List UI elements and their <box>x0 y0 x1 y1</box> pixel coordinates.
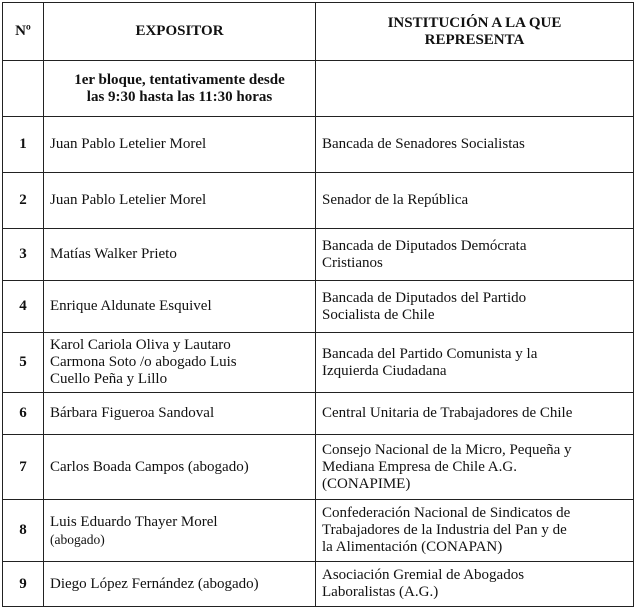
expositor-line: Juan Pablo Letelier Morel <box>50 192 207 208</box>
bloque-row <box>3 61 634 117</box>
header-num: Nº <box>3 3 44 61</box>
institucion-line: (CONAPIME) <box>322 475 411 492</box>
institucion-cell <box>316 281 634 333</box>
bloque-inst-cell <box>316 61 634 117</box>
expositor-cell <box>44 500 316 562</box>
expositor-line: Matías Walker Prieto <box>50 246 177 262</box>
institucion-line: Trabajadores de la Industria del Pan y de <box>322 522 567 538</box>
institucion-line: Bancada del Partido Comunista y la <box>322 345 538 362</box>
expositor-cell <box>44 435 316 500</box>
table-row <box>3 333 634 393</box>
institucion-line: Laboralistas (A.G.) <box>322 584 439 600</box>
expositor-cell <box>44 117 316 173</box>
row-number: 9 <box>3 562 44 607</box>
header-expositor: EXPOSITOR <box>44 3 316 61</box>
table-row <box>3 173 634 229</box>
header-institucion-line2: REPRESENTA <box>424 31 525 48</box>
expositor-line: Cuello Peña y Lillo <box>50 371 168 387</box>
bloque-line1: 1er bloque, tentativamente desde <box>74 71 285 88</box>
table-row <box>3 229 634 281</box>
expositor-cell <box>44 229 316 281</box>
institucion-line: Consejo Nacional de la Micro, Pequeña y <box>322 441 572 458</box>
table-row <box>3 393 634 435</box>
institucion-cell <box>316 500 634 562</box>
expositor-line: Diego López Fernández (abogado) <box>50 575 259 592</box>
institucion-line: Izquierda Ciudadana <box>322 362 447 379</box>
institucion-line: la Alimentación (CONAPAN) <box>322 539 503 555</box>
expositor-line: Karol Cariola Oliva y Lautaro <box>50 337 231 353</box>
expositor-line: Carmona Soto /o abogado Luis <box>50 354 237 370</box>
expositor-line: Enrique Aldunate Esquivel <box>50 298 212 314</box>
table-row <box>3 117 634 173</box>
expositores-table <box>2 2 634 607</box>
institucion-line: Confederación Nacional de Sindicatos de <box>322 505 571 521</box>
expositor-cell <box>44 562 316 607</box>
row-number: 5 <box>3 333 44 393</box>
header-institucion <box>316 3 634 61</box>
table-row <box>3 562 634 607</box>
institucion-cell <box>316 117 634 173</box>
bloque-num-cell <box>3 61 44 117</box>
expositor-cell <box>44 393 316 435</box>
institucion-line: Asociación Gremial de Abogados <box>322 567 525 583</box>
expositor-cell <box>44 281 316 333</box>
institucion-line: Bancada de Diputados del Partido <box>322 289 527 306</box>
institucion-line: Cristianos <box>322 254 383 271</box>
header-row <box>3 3 634 61</box>
table-row <box>3 435 634 500</box>
bloque-line2: las 9:30 hasta las 11:30 horas <box>86 88 273 105</box>
row-number: 4 <box>3 281 44 333</box>
table-row <box>3 281 634 333</box>
institucion-cell <box>316 435 634 500</box>
institucion-line: Socialista de Chile <box>322 306 435 323</box>
institucion-cell <box>316 333 634 393</box>
bloque-cell <box>44 61 316 117</box>
institucion-cell <box>316 229 634 281</box>
row-number: 6 <box>3 393 44 435</box>
expositor-line: Bárbara Figueroa Sandoval <box>50 405 215 421</box>
institucion-line: Mediana Empresa de Chile A.G. <box>322 458 517 475</box>
institucion-cell <box>316 173 634 229</box>
institucion-line: Bancada de Senadores Socialistas <box>322 136 525 152</box>
institucion-cell <box>316 562 634 607</box>
expositor-cell <box>44 333 316 393</box>
expositor-line: Luis Eduardo Thayer Morel <box>50 513 218 530</box>
row-number: 1 <box>3 117 44 173</box>
table-row <box>3 500 634 562</box>
row-number: 7 <box>3 435 44 500</box>
institucion-line: Central Unitaria de Trabajadores de Chile <box>322 405 573 421</box>
row-number: 8 <box>3 500 44 562</box>
institucion-cell <box>316 393 634 435</box>
institucion-line: Senador de la República <box>322 192 469 208</box>
expositor-cell <box>44 173 316 229</box>
header-institucion-line1: INSTITUCIÓN A LA QUE <box>387 14 562 31</box>
expositor-line: (abogado) <box>50 531 105 547</box>
row-number: 3 <box>3 229 44 281</box>
row-number: 2 <box>3 173 44 229</box>
expositor-line: Juan Pablo Letelier Morel <box>50 136 207 152</box>
expositor-line: Carlos Boada Campos (abogado) <box>50 458 249 475</box>
institucion-line: Bancada de Diputados Demócrata <box>322 237 527 254</box>
